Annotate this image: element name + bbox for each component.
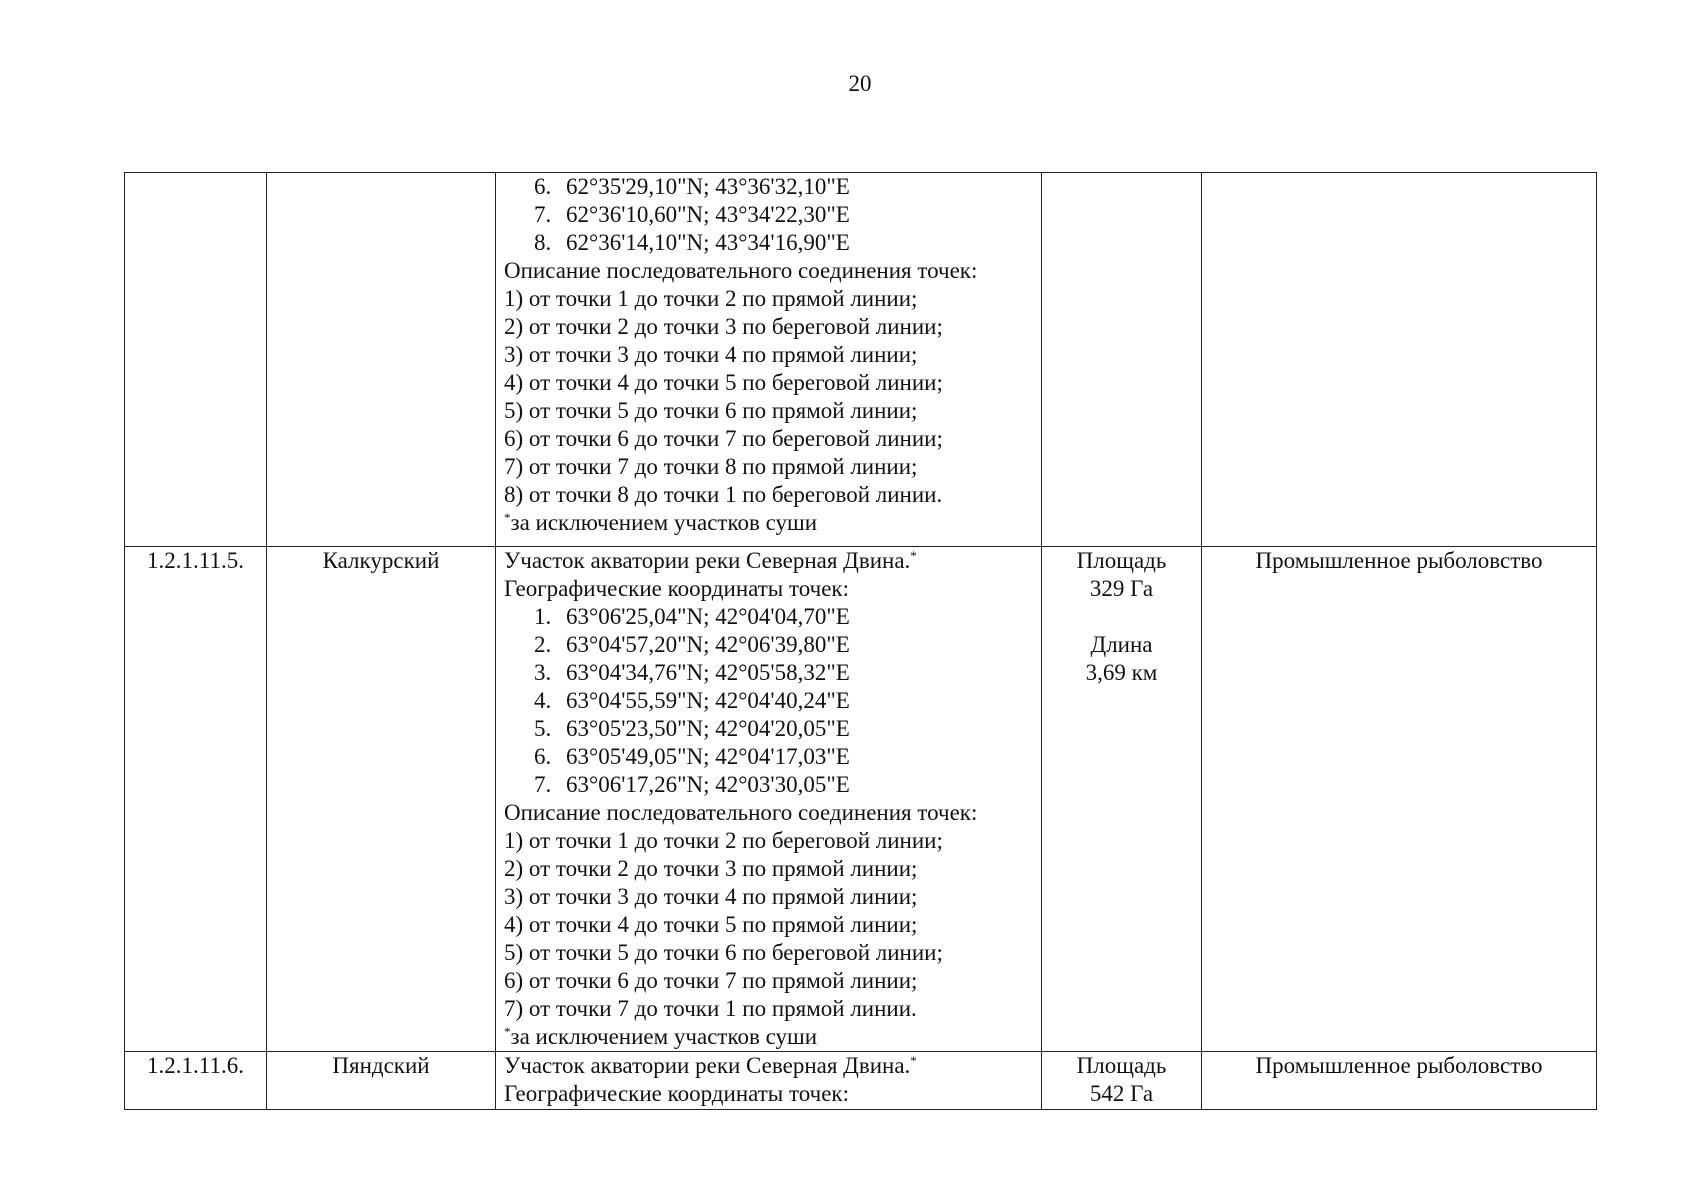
area-label: Площадь <box>1076 548 1167 573</box>
cell-size <box>1042 547 1202 1052</box>
area-label: Площадь <box>1076 1053 1167 1078</box>
connection-item: 4) от точки 4 до точки 5 по прямой линии; <box>504 912 918 937</box>
coordinate-item: 6. 63°05'49,05"N; 42°04'17,03"E <box>534 744 850 769</box>
cell-description <box>496 173 1042 547</box>
cell-name: Калкурский <box>267 547 496 1052</box>
coordinate-item: 7. 63°06'17,26"N; 42°03'30,05"E <box>534 772 850 797</box>
connection-item: 5) от точки 5 до точки 6 по береговой линии; <box>504 940 943 965</box>
connection-heading: Описание последовательного соединения точек: <box>504 258 978 283</box>
connection-item: 2) от точки 2 до точки 3 по береговой линии; <box>504 314 943 339</box>
cell-name <box>267 173 496 547</box>
coordinates-heading: Географические координаты точек: <box>504 576 849 601</box>
cell-number: 1.2.1.11.5. <box>125 547 267 1052</box>
coordinate-item: 6. 62°35'29,10"N; 43°36'32,10"E <box>534 174 850 199</box>
connection-heading: Описание последовательного соединения точек: <box>504 800 978 825</box>
connection-item: 7) от точки 7 до точки 1 по прямой линии. <box>504 996 917 1021</box>
coordinate-item: 8. 62°36'14,10"N; 43°34'16,90"E <box>534 230 850 255</box>
footnote: *за исключением участков суши <box>504 510 818 535</box>
connection-item: 3) от точки 3 до точки 4 по прямой линии; <box>504 342 918 367</box>
area-value: 329 Га <box>1089 576 1154 601</box>
cell-purpose: Промышленное рыболовство <box>1202 547 1597 1052</box>
connection-item: 3) от точки 3 до точки 4 по прямой линии; <box>504 884 918 909</box>
cell-description <box>496 1052 1042 1110</box>
cell-description <box>496 547 1042 1052</box>
length-label: Длина <box>1090 632 1153 657</box>
connection-item: 1) от точки 1 до точки 2 по береговой линии; <box>504 828 943 853</box>
connection-item: 7) от точки 7 до точки 8 по прямой линии; <box>504 454 918 479</box>
fishing-areas-table <box>124 172 1597 1110</box>
area-title: Участок акватории реки Северная Двина.* <box>504 548 917 573</box>
connection-item: 2) от точки 2 до точки 3 по прямой линии; <box>504 856 918 881</box>
connection-item: 1) от точки 1 до точки 2 по прямой линии; <box>504 286 918 311</box>
coordinate-item: 3. 63°04'34,76"N; 42°05'58,32"E <box>534 660 850 685</box>
connection-item: 8) от точки 8 до точки 1 по береговой линии. <box>504 482 943 507</box>
page-number: 20 <box>848 71 872 96</box>
area-title: Участок акватории реки Северная Двина.* <box>504 1053 917 1078</box>
coordinate-item: 4. 63°04'55,59"N; 42°04'40,24"E <box>534 688 850 713</box>
coordinate-item: 7. 62°36'10,60"N; 43°34'22,30"E <box>534 202 850 227</box>
coordinate-item: 5. 63°05'23,50"N; 42°04'20,05"E <box>534 716 850 741</box>
cell-size <box>1042 173 1202 547</box>
area-value: 542 Га <box>1089 1081 1154 1106</box>
cell-size <box>1042 1052 1202 1110</box>
connection-item: 6) от точки 6 до точки 7 по прямой линии; <box>504 968 918 993</box>
length-value: 3,69 км <box>1085 660 1158 685</box>
coordinate-item: 1. 63°06'25,04"N; 42°04'04,70"E <box>534 604 850 629</box>
cell-purpose <box>1202 173 1597 547</box>
cell-number <box>125 173 267 547</box>
coordinate-item: 2. 63°04'57,20"N; 42°06'39,80"E <box>534 632 850 657</box>
footnote: *за исключением участков суши <box>504 1024 818 1049</box>
connection-item: 5) от точки 5 до точки 6 по прямой линии; <box>504 398 918 423</box>
cell-name: Пяндский <box>267 1052 496 1110</box>
table-row <box>125 1052 1597 1110</box>
coordinate-list <box>504 173 1033 257</box>
coordinate-list <box>504 603 1033 799</box>
table-row <box>125 173 1597 547</box>
connection-item: 6) от точки 6 до точки 7 по береговой линии; <box>504 426 943 451</box>
cell-purpose: Промышленное рыболовство <box>1202 1052 1597 1110</box>
table-row <box>125 547 1597 1052</box>
cell-number: 1.2.1.11.6. <box>125 1052 267 1110</box>
coordinates-heading: Географические координаты точек: <box>504 1081 849 1106</box>
connection-item: 4) от точки 4 до точки 5 по береговой линии; <box>504 370 943 395</box>
